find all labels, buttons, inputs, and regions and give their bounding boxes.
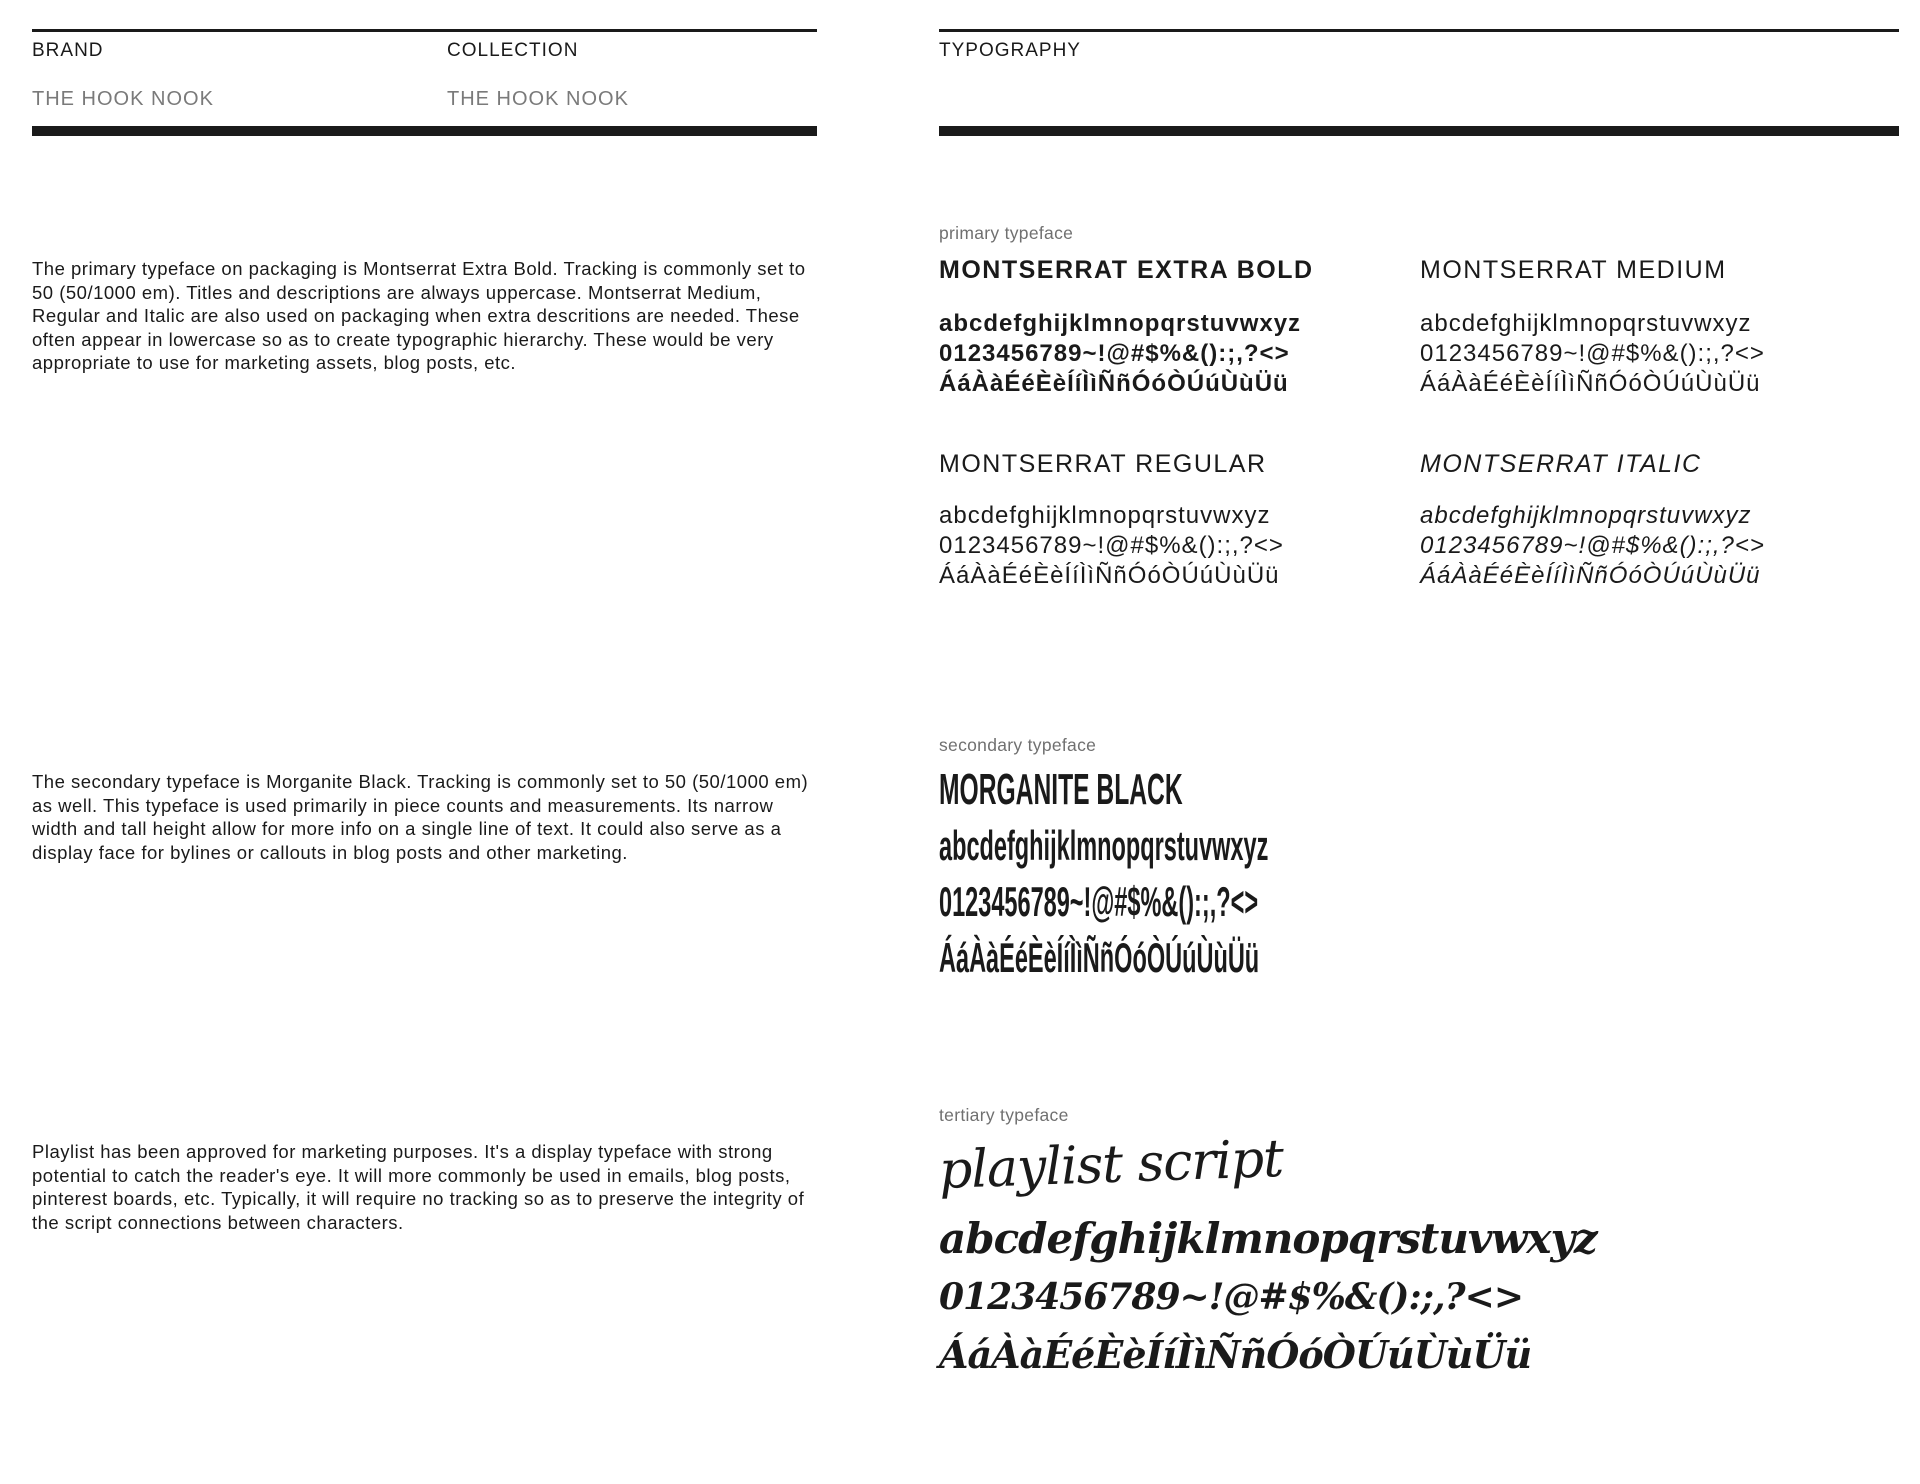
specimen-accents: ÁáÀàÉéÈèÍíÌìÑñÓóÒÚúÙùÜü [939,934,1260,981]
specimen-accents: ÁáÀàÉéÈèÍíÌìÑñÓóÒÚúÙùÜü [1420,370,1761,397]
brand-label: BRAND [32,40,104,61]
specimen-name: playlist script [937,1129,1284,1201]
specimen-medium [1420,256,1765,399]
secondary-typeface-caption: secondary typeface [939,735,1097,755]
tertiary-description: Playlist has been approved for marketing purposes. It's a display typeface with strong potential to catch the reader's eye. It will more commonly be used in emails, blog posts, pinterest boards, etc. Typically, it will require no tracking so as to preserve the integrity of the script connections between characters. [32,1141,805,1233]
primary-description: The primary typeface on packaging is Montserrat Extra Bold. Tracking is commonly set to 50 (50/1000 em). Titles and descriptions are always uppercase. Montserrat Medium, Regular and Italic are also used on packaging when extra descritions are needed. These often appear in lowercase so as to create typographic hierarchy. These would be very appropriate to use for marketing assets, blog posts, etc. [32,258,806,373]
specimen-name: MONTSERRAT MEDIUM [1420,256,1727,284]
specimen-lowercase: abcdefghijklmnopqrstuvwxyz [939,822,1269,869]
collection-label: COLLECTION [447,40,579,61]
specimen-lowercase: abcdefghijklmnopqrstuvwxyz [939,310,1302,337]
specimen-digits: 0123456789~!@#$%&():;,?<> [939,878,1259,925]
specimen-digits: 0123456789~!@#$%&():;,?<> [1420,532,1765,559]
specimen-digits: 0123456789~!@#$%&():;,?<> [939,1276,1523,1318]
specimen-italic [1420,450,1765,591]
specimen-lowercase: abcdefghijklmnopqrstuvwxyz [1420,502,1752,529]
typography-label: TYPOGRAPHY [939,40,1081,61]
specimen-digits: 0123456789~!@#$%&():;,?<> [1420,340,1765,367]
brand-value: THE HOOK NOOK [32,88,214,110]
specimen-accents: ÁáÀàÉéÈèÍíÌìÑñÓóÒÚúÙùÜü [939,370,1289,397]
specimen-accents: ÁáÀàÉéÈèÍíÌìÑñÓóÒÚúÙùÜü [939,1332,1532,1377]
specimen-name: MORGANITE BLACK [939,765,1183,814]
secondary-description: The secondary typeface is Morganite Black. Tracking is commonly set to 50 (50/1000 em) as well. This typeface is used primarily in piece counts and measurements. Its narrow width and tall height allow for more info on a single line of text. It could also serve as a display face for bylines or callouts in blog posts and other marketing. [32,771,809,863]
specimen-digits: 0123456789~!@#$%&():;,?<> [939,532,1284,559]
specimen-name: MONTSERRAT EXTRA BOLD [939,256,1314,284]
specimen-extra-bold [939,256,1314,399]
specimen-regular [939,450,1284,591]
specimen-name: MONTSERRAT REGULAR [939,450,1267,478]
specimen-morganite [939,765,1459,986]
primary-typeface-caption: primary typeface [939,223,1074,243]
specimen-lowercase: abcdefghijklmnopqrstuvwxyz [939,502,1271,529]
specimen-digits: 0123456789~!@#$%&():;,?<> [939,340,1290,367]
specimen-lowercase: abcdefghijklmnopqrstuvwxyz [939,1214,1597,1263]
specimen-accents: ÁáÀàÉéÈèÍíÌìÑñÓóÒÚúÙùÜü [1420,562,1761,589]
header-top-rule-left [32,29,817,32]
header-bottom-rule-left [32,126,817,136]
specimen-lowercase: abcdefghijklmnopqrstuvwxyz [1420,310,1752,337]
specimen-playlist [937,1129,1597,1384]
tertiary-typeface-caption: tertiary typeface [939,1105,1069,1125]
specimen-name: MONTSERRAT ITALIC [1420,450,1702,478]
specimen-accents: ÁáÀàÉéÈèÍíÌìÑñÓóÒÚúÙùÜü [939,562,1280,589]
collection-value: THE HOOK NOOK [447,88,629,110]
header-top-rule-right [939,29,1899,32]
header-bottom-rule-right [939,126,1899,136]
